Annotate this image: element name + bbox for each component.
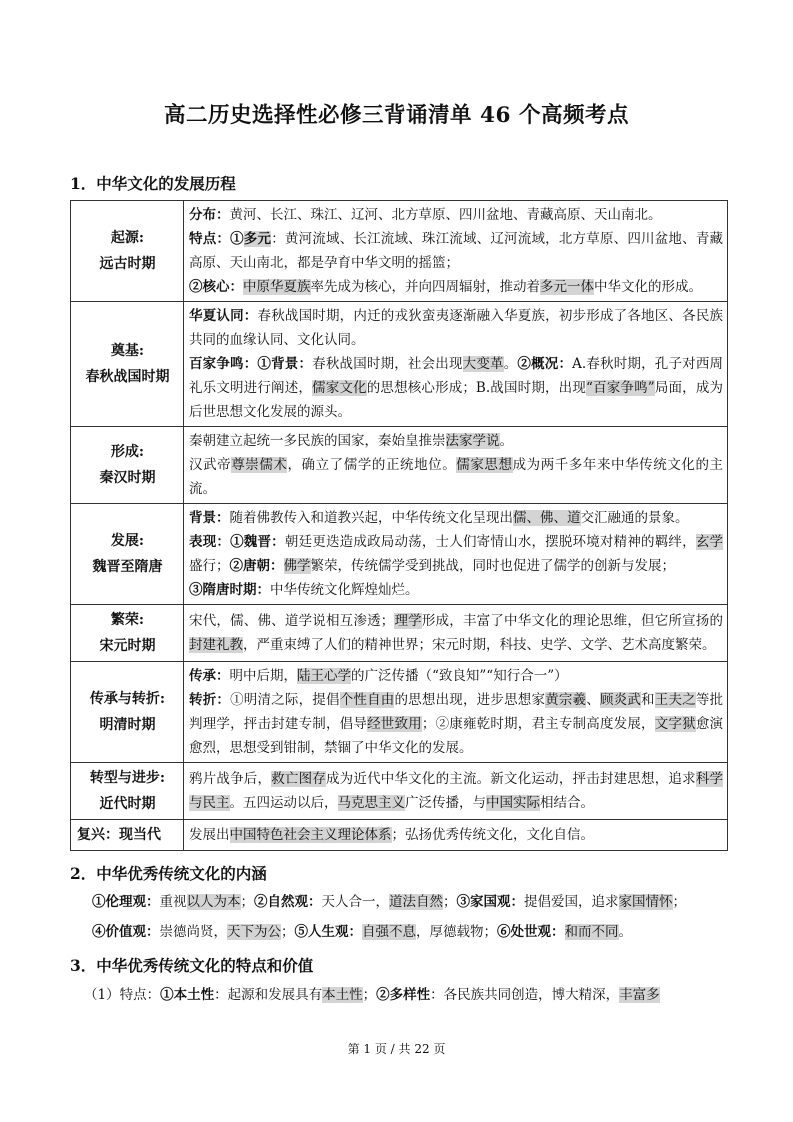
bold-label: ②自然观： bbox=[254, 894, 322, 910]
content-line bbox=[189, 767, 723, 815]
period-era: 近代时期 bbox=[99, 796, 156, 812]
text-run: ；弘扬优秀传统文化，文化自信。 bbox=[391, 827, 594, 843]
text-run: 随着佛教传入和道教兴起，中华传统文化呈现出 bbox=[229, 510, 513, 526]
text-run: 。 bbox=[503, 356, 518, 372]
text-run: A.春秋时期，孔子对西周礼乐文明进行阐述， bbox=[189, 356, 724, 396]
bold-label: 华夏认同： bbox=[189, 308, 258, 324]
text-run: 交汇融通的景象。 bbox=[580, 510, 689, 526]
bold-label: ③家国观： bbox=[456, 894, 524, 910]
table-row bbox=[71, 302, 728, 427]
features-line bbox=[84, 983, 732, 1007]
period-cell bbox=[71, 302, 184, 427]
highlighted-term: 自强不息 bbox=[362, 924, 416, 940]
highlighted-term: 儒家文化 bbox=[312, 380, 367, 396]
period-era: 秦汉时期 bbox=[99, 470, 156, 486]
period-cell bbox=[71, 504, 184, 605]
text-run: 繁荣，传统儒学受到挑战，同时也促进了儒学的创新与发展； bbox=[310, 558, 675, 574]
text-run: 成为两千多年来中华传统文化的主流。 bbox=[189, 457, 724, 497]
period-name: 传承与转折: bbox=[89, 691, 166, 707]
content-cell bbox=[184, 820, 728, 851]
bold-label: 传承： bbox=[189, 668, 230, 684]
highlighted-term: 佛学 bbox=[283, 558, 311, 574]
features-paragraph bbox=[84, 983, 732, 1007]
content-cell bbox=[184, 504, 728, 605]
culture-history-table bbox=[70, 200, 728, 851]
text-run: 宋代，儒、佛、道学说相互渗透； bbox=[189, 613, 395, 629]
content-line bbox=[189, 530, 723, 578]
highlighted-term: 和而不同 bbox=[564, 924, 619, 940]
text-run: 朝廷更迭造成政局动荡，士人们寄情山水，摆脱环境对精神的羁绊， bbox=[284, 534, 696, 550]
period-name: 转型与进步: bbox=[89, 770, 166, 786]
content-line bbox=[189, 664, 723, 688]
text-run: ； bbox=[672, 894, 686, 910]
content-line bbox=[189, 823, 723, 847]
highlighted-term: 多元 bbox=[243, 231, 272, 247]
content-line bbox=[189, 275, 723, 299]
content-line bbox=[189, 203, 723, 227]
table-row bbox=[71, 763, 728, 820]
bold-label: 转折： bbox=[189, 692, 231, 708]
highlighted-term: 多元一体 bbox=[540, 279, 594, 295]
page-title: 高二历史选择性必修三背诵清单 46 个高频考点 bbox=[164, 103, 629, 128]
period-era: 宋元时期 bbox=[99, 638, 156, 654]
highlighted-term: 黄宗羲 bbox=[545, 692, 587, 708]
content-line bbox=[189, 609, 723, 657]
text-run: 。五四运动以后， bbox=[229, 795, 338, 811]
period-cell bbox=[71, 763, 184, 820]
section-heading-3: 3．中华优秀传统文化的特点和价值 bbox=[70, 956, 314, 975]
highlighted-term: 王夫之 bbox=[654, 692, 696, 708]
text-run: ； bbox=[443, 894, 457, 910]
content-cell bbox=[184, 605, 728, 662]
text-run: 愈演愈烈，思想受到钳制，禁锢了中华文化的发展。 bbox=[189, 716, 724, 756]
highlighted-term: 尊崇儒术 bbox=[231, 457, 288, 473]
period-name: 发展: bbox=[110, 533, 145, 549]
content-cell bbox=[184, 201, 728, 302]
bold-label: ③隋唐时期： bbox=[189, 582, 270, 598]
text-run: ，严重束缚了人们的精神世界；宋元时期，科技、史学、文学、艺术高度繁荣。 bbox=[243, 637, 716, 653]
bold-label: ②概况： bbox=[517, 356, 573, 372]
connotation-paragraph bbox=[92, 890, 732, 944]
highlighted-term: 丰富多 bbox=[619, 987, 660, 1003]
highlighted-term: 经世致用 bbox=[367, 716, 422, 732]
highlighted-term: 家国情怀 bbox=[618, 894, 673, 910]
period-name: 起源: bbox=[110, 230, 145, 246]
text-run: 崇德尚贤， bbox=[159, 924, 227, 940]
text-run: 重视 bbox=[159, 894, 187, 910]
content-cell bbox=[184, 427, 728, 504]
period-name: 形成: bbox=[110, 444, 145, 460]
highlighted-term: 本土性 bbox=[322, 987, 363, 1003]
highlighted-term: 陆王心学 bbox=[297, 668, 351, 684]
highlighted-term: 中原华夏族 bbox=[243, 279, 311, 295]
highlighted-term: 封建礼教 bbox=[189, 637, 243, 653]
table-row bbox=[71, 820, 728, 851]
highlighted-term: 儒、佛、道 bbox=[513, 510, 581, 526]
period-name: 繁荣: bbox=[110, 612, 145, 628]
text-run: ； bbox=[362, 987, 377, 1003]
content-cell bbox=[184, 662, 728, 763]
section-heading-2: 2．中华优秀传统文化的内涵 bbox=[70, 864, 267, 883]
text-run: 广泛传播，与 bbox=[405, 795, 486, 811]
bold-label: ④价值观： bbox=[92, 924, 160, 940]
highlighted-term: 中国特色社会主义理论体系 bbox=[229, 827, 392, 843]
period-era: 远古时期 bbox=[99, 256, 156, 272]
text-run: ； bbox=[281, 924, 295, 940]
content-line bbox=[189, 453, 723, 501]
table-row bbox=[71, 201, 728, 302]
text-run: 汉武帝 bbox=[189, 457, 232, 473]
period-name: 奠基: bbox=[110, 343, 145, 359]
highlighted-term: 文字狱 bbox=[654, 716, 696, 732]
text-run: 的思想出现，进步思想家 bbox=[394, 692, 546, 708]
period-cell bbox=[71, 662, 184, 763]
text-run: 天人合一， bbox=[321, 894, 389, 910]
bold-label: 分布： bbox=[189, 207, 230, 223]
highlighted-term: 顾炎武 bbox=[599, 692, 642, 708]
highlighted-term: 科学与民主 bbox=[189, 771, 724, 811]
text-run: 盛行； bbox=[189, 558, 230, 574]
text-run: 局面，成为后世思想文化发展的源头。 bbox=[189, 380, 724, 420]
highlighted-term: 法家学说 bbox=[445, 433, 500, 449]
content-line bbox=[189, 304, 723, 352]
text-run: （1）特点： bbox=[84, 987, 161, 1003]
period-era: 魏晋至隋唐 bbox=[92, 559, 163, 575]
text-run: 中华传统文化辉煌灿烂。 bbox=[270, 582, 419, 598]
highlighted-term: 中国实际 bbox=[486, 795, 540, 811]
text-run: 春秋战国时期，内迁的戎狄蛮夷逐渐融入华夏族，初步形成了各地区、各民族共同的血缘认同、文化认同。 bbox=[189, 308, 724, 348]
text-run: 和 bbox=[641, 692, 655, 708]
text-run: 黄河、长江、珠江、辽河、北方草原、四川盆地、青藏高原、天山南北。 bbox=[229, 207, 662, 223]
content-line bbox=[189, 578, 723, 602]
bold-label: 表现：①魏晋： bbox=[189, 534, 285, 550]
content-line bbox=[189, 352, 723, 424]
highlighted-term: 救亡图存 bbox=[271, 771, 326, 787]
text-run: ：黄河流域、长江流域、珠江流域、辽河流域，北方草原、四川盆地、青藏高原、天山南北，都是孕育中华文明的摇篮； bbox=[189, 231, 724, 271]
text-run: ，确立了儒学的正统地位。 bbox=[287, 457, 457, 473]
text-run: 率先成为核心，并向四周辐射，推动着 bbox=[310, 279, 540, 295]
page-footer: 第 1 页 / 共 22 页 bbox=[347, 1042, 446, 1056]
bold-label: ②核心： bbox=[189, 279, 243, 295]
content-line bbox=[189, 506, 723, 530]
text-run: ；②康雍乾时期，君主专制高度发展， bbox=[421, 716, 655, 732]
highlighted-term: 大变革 bbox=[462, 356, 504, 372]
text-run: 等批判理学，抨击封建专制，倡导 bbox=[189, 692, 724, 732]
highlighted-term: “百家争鸣” bbox=[586, 380, 655, 396]
text-run: 提倡爱国，追求 bbox=[524, 894, 619, 910]
connotation-line bbox=[92, 890, 732, 914]
bold-label: ①本土性 bbox=[160, 987, 215, 1003]
period-cell bbox=[71, 605, 184, 662]
bold-label: 百家争鸣：①背景： bbox=[189, 356, 313, 372]
bold-label: ⑤人生观： bbox=[294, 924, 362, 940]
highlighted-term: 儒家思想 bbox=[456, 457, 513, 473]
period-cell bbox=[71, 820, 184, 851]
text-run: 发展出 bbox=[189, 827, 230, 843]
bold-label: ①伦理观： bbox=[92, 894, 160, 910]
text-run: 明中后期， bbox=[229, 668, 297, 684]
table-row bbox=[71, 662, 728, 763]
text-run: ，厚德载物； bbox=[416, 924, 497, 940]
bold-label: 背景： bbox=[189, 510, 230, 526]
text-run: ①明清之际，提倡 bbox=[230, 692, 340, 708]
text-run: 的思想核心形成；B.战国时期，出现 bbox=[366, 380, 586, 396]
highlighted-term: 玄学 bbox=[695, 534, 724, 550]
bold-label: ⑥处世观： bbox=[497, 924, 565, 940]
highlighted-term: 马克思主义 bbox=[337, 795, 405, 811]
text-run: 成为近代中华文化的主流。新文化运动，抨击封建思想，追求 bbox=[325, 771, 696, 787]
period-cell bbox=[71, 427, 184, 504]
content-cell bbox=[184, 763, 728, 820]
period-cell bbox=[71, 201, 184, 302]
section-heading-1: 1．中华文化的发展历程 bbox=[70, 174, 236, 193]
content-line bbox=[189, 688, 723, 760]
period-era: 春秋战国时期 bbox=[85, 369, 170, 385]
table-row bbox=[71, 605, 728, 662]
connotation-line bbox=[92, 920, 732, 944]
content-line bbox=[189, 227, 723, 275]
highlighted-term: 道法自然 bbox=[389, 894, 443, 910]
text-run: ：各民族共同创造，博大精深， bbox=[430, 987, 620, 1003]
text-run: 中华文化的形成。 bbox=[594, 279, 702, 295]
text-run: 。 bbox=[499, 433, 513, 449]
table-row bbox=[71, 504, 728, 605]
text-run: 鸦片战争后， bbox=[189, 771, 272, 787]
text-run: ：起源和发展具有 bbox=[214, 987, 323, 1003]
period-name: 复兴：现当代 bbox=[77, 827, 161, 843]
text-run: 。 bbox=[618, 924, 632, 940]
text-run: ； bbox=[240, 894, 254, 910]
text-run: 相结合。 bbox=[540, 795, 594, 811]
highlighted-term: 以人为本 bbox=[186, 894, 241, 910]
text-run: 春秋战国时期，社会出现 bbox=[312, 356, 463, 372]
content-line bbox=[189, 429, 723, 453]
text-run: 秦朝建立起统一多民族的国家，秦始皇推崇 bbox=[189, 433, 446, 449]
table-row bbox=[71, 427, 728, 504]
text-run: 的广泛传播（“致良知”“知行合一”） bbox=[351, 668, 568, 684]
highlighted-term: 个性自由 bbox=[339, 692, 395, 708]
bold-label: ②多样性 bbox=[376, 987, 431, 1003]
text-run: 、 bbox=[586, 692, 600, 708]
highlighted-term: 天下为公 bbox=[227, 924, 281, 940]
bold-label: ②唐朝： bbox=[229, 558, 284, 574]
bold-label: 特点：① bbox=[189, 231, 244, 247]
text-run: 形成，丰富了中华文化的理论思维，但它所宣扬的 bbox=[421, 613, 724, 629]
period-era: 明清时期 bbox=[99, 717, 156, 733]
content-cell bbox=[184, 302, 728, 427]
highlighted-term: 理学 bbox=[394, 613, 422, 629]
